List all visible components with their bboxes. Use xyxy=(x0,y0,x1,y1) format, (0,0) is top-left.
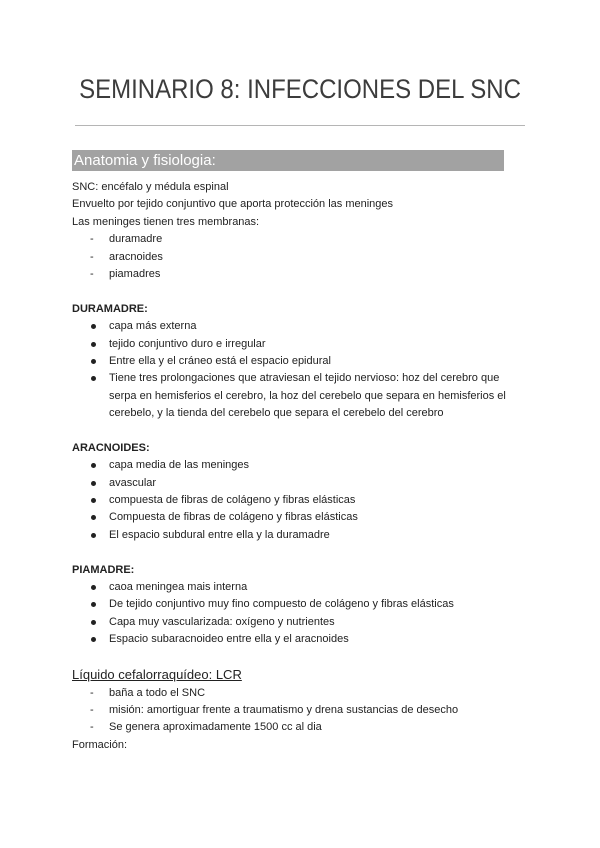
bullet-item xyxy=(72,509,592,526)
membrane-item: - piamadres xyxy=(72,266,592,283)
bullet-item xyxy=(72,527,592,544)
bullet-icon xyxy=(91,342,96,347)
lcr-item: - misión: amortiguar frente a traumatismo y drena sustancias de desecho xyxy=(72,702,592,719)
bullet-item xyxy=(72,457,592,474)
lcr-item: - baña a todo el SNC xyxy=(72,685,592,702)
bullet-icon xyxy=(91,359,96,364)
bullet-item xyxy=(72,579,592,596)
intro-line: Las meninges tienen tres membranas: xyxy=(72,215,260,228)
bullet-text: tejido conjuntivo duro e irregular xyxy=(109,337,266,350)
bullet-text: serpa en hemisferios el cerebro, la hoz del cerebelo que separa en hemisferios el xyxy=(109,389,506,402)
document-title: SEMINARIO 8: INFECCIONES DEL SNC xyxy=(79,74,521,105)
bullet-text: Compuesta de fibras de colágeno y fibras elásticas xyxy=(109,511,358,524)
section-heading-bar xyxy=(72,150,504,171)
aracnoides-heading: ARACNOIDES: xyxy=(72,441,150,454)
piamadre-heading: PIAMADRE: xyxy=(72,563,135,576)
spacer xyxy=(72,544,592,561)
bullet-item xyxy=(72,596,592,613)
bullet-text: avascular xyxy=(109,476,157,489)
membranes-list xyxy=(72,231,592,283)
bullet-icon xyxy=(91,602,96,607)
bullet-icon xyxy=(91,481,96,486)
spacer xyxy=(72,422,592,439)
bullet-text: capa media de las meninges xyxy=(109,459,250,472)
bullet-text: caoa meningea mais interna xyxy=(109,580,248,593)
bullet-icon xyxy=(91,533,96,538)
bullet-item xyxy=(72,318,592,335)
bullet-icon xyxy=(91,463,96,468)
spacer xyxy=(72,283,592,300)
document-body xyxy=(72,179,592,754)
bullet-text: Capa muy vascularizada: oxígeno y nutrientes xyxy=(109,615,335,628)
lcr-item: - Se genera aproximadamente 1500 cc al dia xyxy=(72,719,592,736)
spacer xyxy=(72,649,592,666)
piamadre-list xyxy=(72,579,592,649)
bullet-text: Espacio subaracnoideo entre ella y el aracnoides xyxy=(109,633,349,646)
bullet-text: De tejido conjuntivo muy fino compuesto de colágeno y fibras elásticas xyxy=(109,598,454,611)
intro-line: Envuelto por tejido conjuntivo que aporta protección las meninges xyxy=(72,198,394,211)
bullet-text: Entre ella y el cráneo está el espacio epidural xyxy=(109,354,331,367)
bullet-text: compuesta de fibras de colágeno y fibras elásticas xyxy=(109,494,356,507)
bullet-icon xyxy=(91,498,96,503)
membrane-item: - aracnoides xyxy=(72,249,592,266)
bullet-icon xyxy=(91,637,96,642)
bullet-icon xyxy=(91,324,96,329)
section-heading: Anatomia y fisiologia: xyxy=(74,152,216,169)
bullet-icon xyxy=(91,585,96,590)
bullet-text: Tiene tres prolongaciones que atraviesan el tejido nervioso: hoz del cerebro que xyxy=(109,372,500,385)
bullet-item xyxy=(72,353,592,370)
bullet-item xyxy=(72,370,592,422)
lcr-heading: Líquido cefalorraquídeo: LCR xyxy=(72,666,242,682)
bullet-text: cerebelo, y la tienda del cerebelo que separa el cerebelo del cerebro xyxy=(109,407,444,420)
bullet-item xyxy=(72,631,592,648)
bullet-text: capa más externa xyxy=(109,320,197,333)
title-divider xyxy=(75,125,525,126)
bullet-item xyxy=(72,336,592,353)
duramadre-list xyxy=(72,318,592,422)
duramadre-heading: DURAMADRE: xyxy=(72,302,148,315)
bullet-item xyxy=(72,475,592,492)
lcr-list xyxy=(72,685,592,737)
bullet-icon xyxy=(91,620,96,625)
bullet-item xyxy=(72,614,592,631)
aracnoides-list xyxy=(72,457,592,544)
formacion-label: Formación: xyxy=(72,738,128,751)
bullet-icon xyxy=(91,515,96,520)
membrane-item: - duramadre xyxy=(72,231,592,248)
intro-line: SNC: encéfalo y médula espinal xyxy=(72,181,229,193)
bullet-text: El espacio subdural entre ella y la duramadre xyxy=(109,528,330,541)
bullet-item xyxy=(72,492,592,509)
bullet-icon xyxy=(91,376,96,381)
